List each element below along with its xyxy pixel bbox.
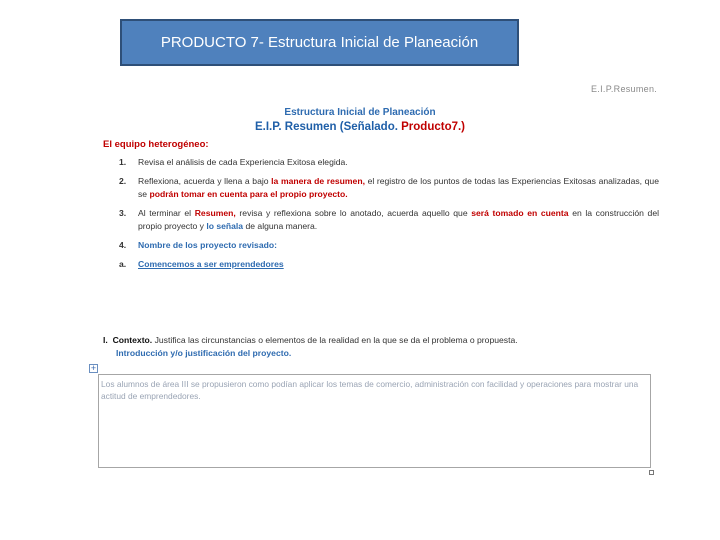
- highlighted-text: será tomado en cuenta: [471, 208, 569, 218]
- highlighted-text: podrán tomar en cuenta para el propio proyecto.: [149, 189, 348, 199]
- table-resize-handle-icon[interactable]: [649, 470, 654, 475]
- list-item-number: 1.: [119, 157, 127, 167]
- context-section: [103, 334, 663, 360]
- title-banner: [120, 19, 519, 66]
- subheading-blue: E.I.P. Resumen (Señalado.: [254, 121, 398, 133]
- context-subtitle: Introducción y/o justificación del proyecto.: [116, 348, 292, 358]
- instruction-list: [119, 156, 659, 277]
- project-name-link[interactable]: Comencemos a ser emprendedores: [138, 259, 284, 269]
- document-subheading: [0, 121, 720, 133]
- list-item: [119, 258, 659, 271]
- team-title: El equipo heterogéneo:: [103, 139, 209, 150]
- answer-text-box[interactable]: [98, 374, 651, 468]
- title-banner-text: PRODUCTO 7- Estructura Inicial de Planeación: [160, 34, 479, 51]
- list-item-text: Revisa el análisis de cada Experiencia Exitosa elegida.: [138, 157, 348, 167]
- context-line: [103, 334, 663, 347]
- highlighted-text: la manera de resumen,: [271, 176, 365, 186]
- list-item-text: [138, 175, 659, 201]
- list-item-number: 2.: [119, 176, 127, 186]
- list-item: [119, 239, 659, 252]
- document-id-label: E.I.P.Resumen.: [591, 84, 658, 94]
- text-run: de alguna manera.: [245, 221, 318, 231]
- list-item-number: 3.: [119, 208, 127, 218]
- document-heading: Estructura Inicial de Planeación: [284, 107, 436, 118]
- context-numeral: I.: [103, 335, 108, 345]
- text-run: Al terminar el: [138, 208, 192, 218]
- table-move-handle-icon[interactable]: +: [90, 363, 97, 373]
- subheading-product: Producto7.): [401, 121, 466, 133]
- list-item-number: 4.: [119, 240, 127, 250]
- list-item: [119, 156, 659, 169]
- text-run: revisa y reflexiona sobre lo anotado, acuerda aquello que: [239, 208, 468, 218]
- text-run: en la construcción del propio proyecto y: [138, 208, 660, 231]
- context-label: Contexto.: [112, 335, 153, 345]
- highlighted-text: Resumen,: [194, 208, 236, 218]
- answer-text[interactable]: Los alumnos de área III se propusieron como podían aplicar los temas de comercio, administración con facilidad y operaciones para mostrar una actitud de emprendedores.: [101, 379, 639, 401]
- project-name-label: Nombre de los proyecto revisado:: [138, 240, 277, 250]
- list-item: [119, 207, 659, 233]
- list-item: [119, 175, 659, 201]
- highlighted-text: lo señala: [206, 221, 244, 231]
- context-text: Justifica las circunstancias o elementos de la realidad en la que se da el problema o propuesta.: [154, 335, 518, 345]
- list-item-text: [138, 207, 659, 233]
- list-item-number: a.: [119, 259, 127, 269]
- text-run: el registro de los puntos de todas las Experiencias Exitosas analizadas, que se: [138, 176, 659, 199]
- text-run: Reflexiona, acuerda y llena a bajo: [138, 176, 269, 186]
